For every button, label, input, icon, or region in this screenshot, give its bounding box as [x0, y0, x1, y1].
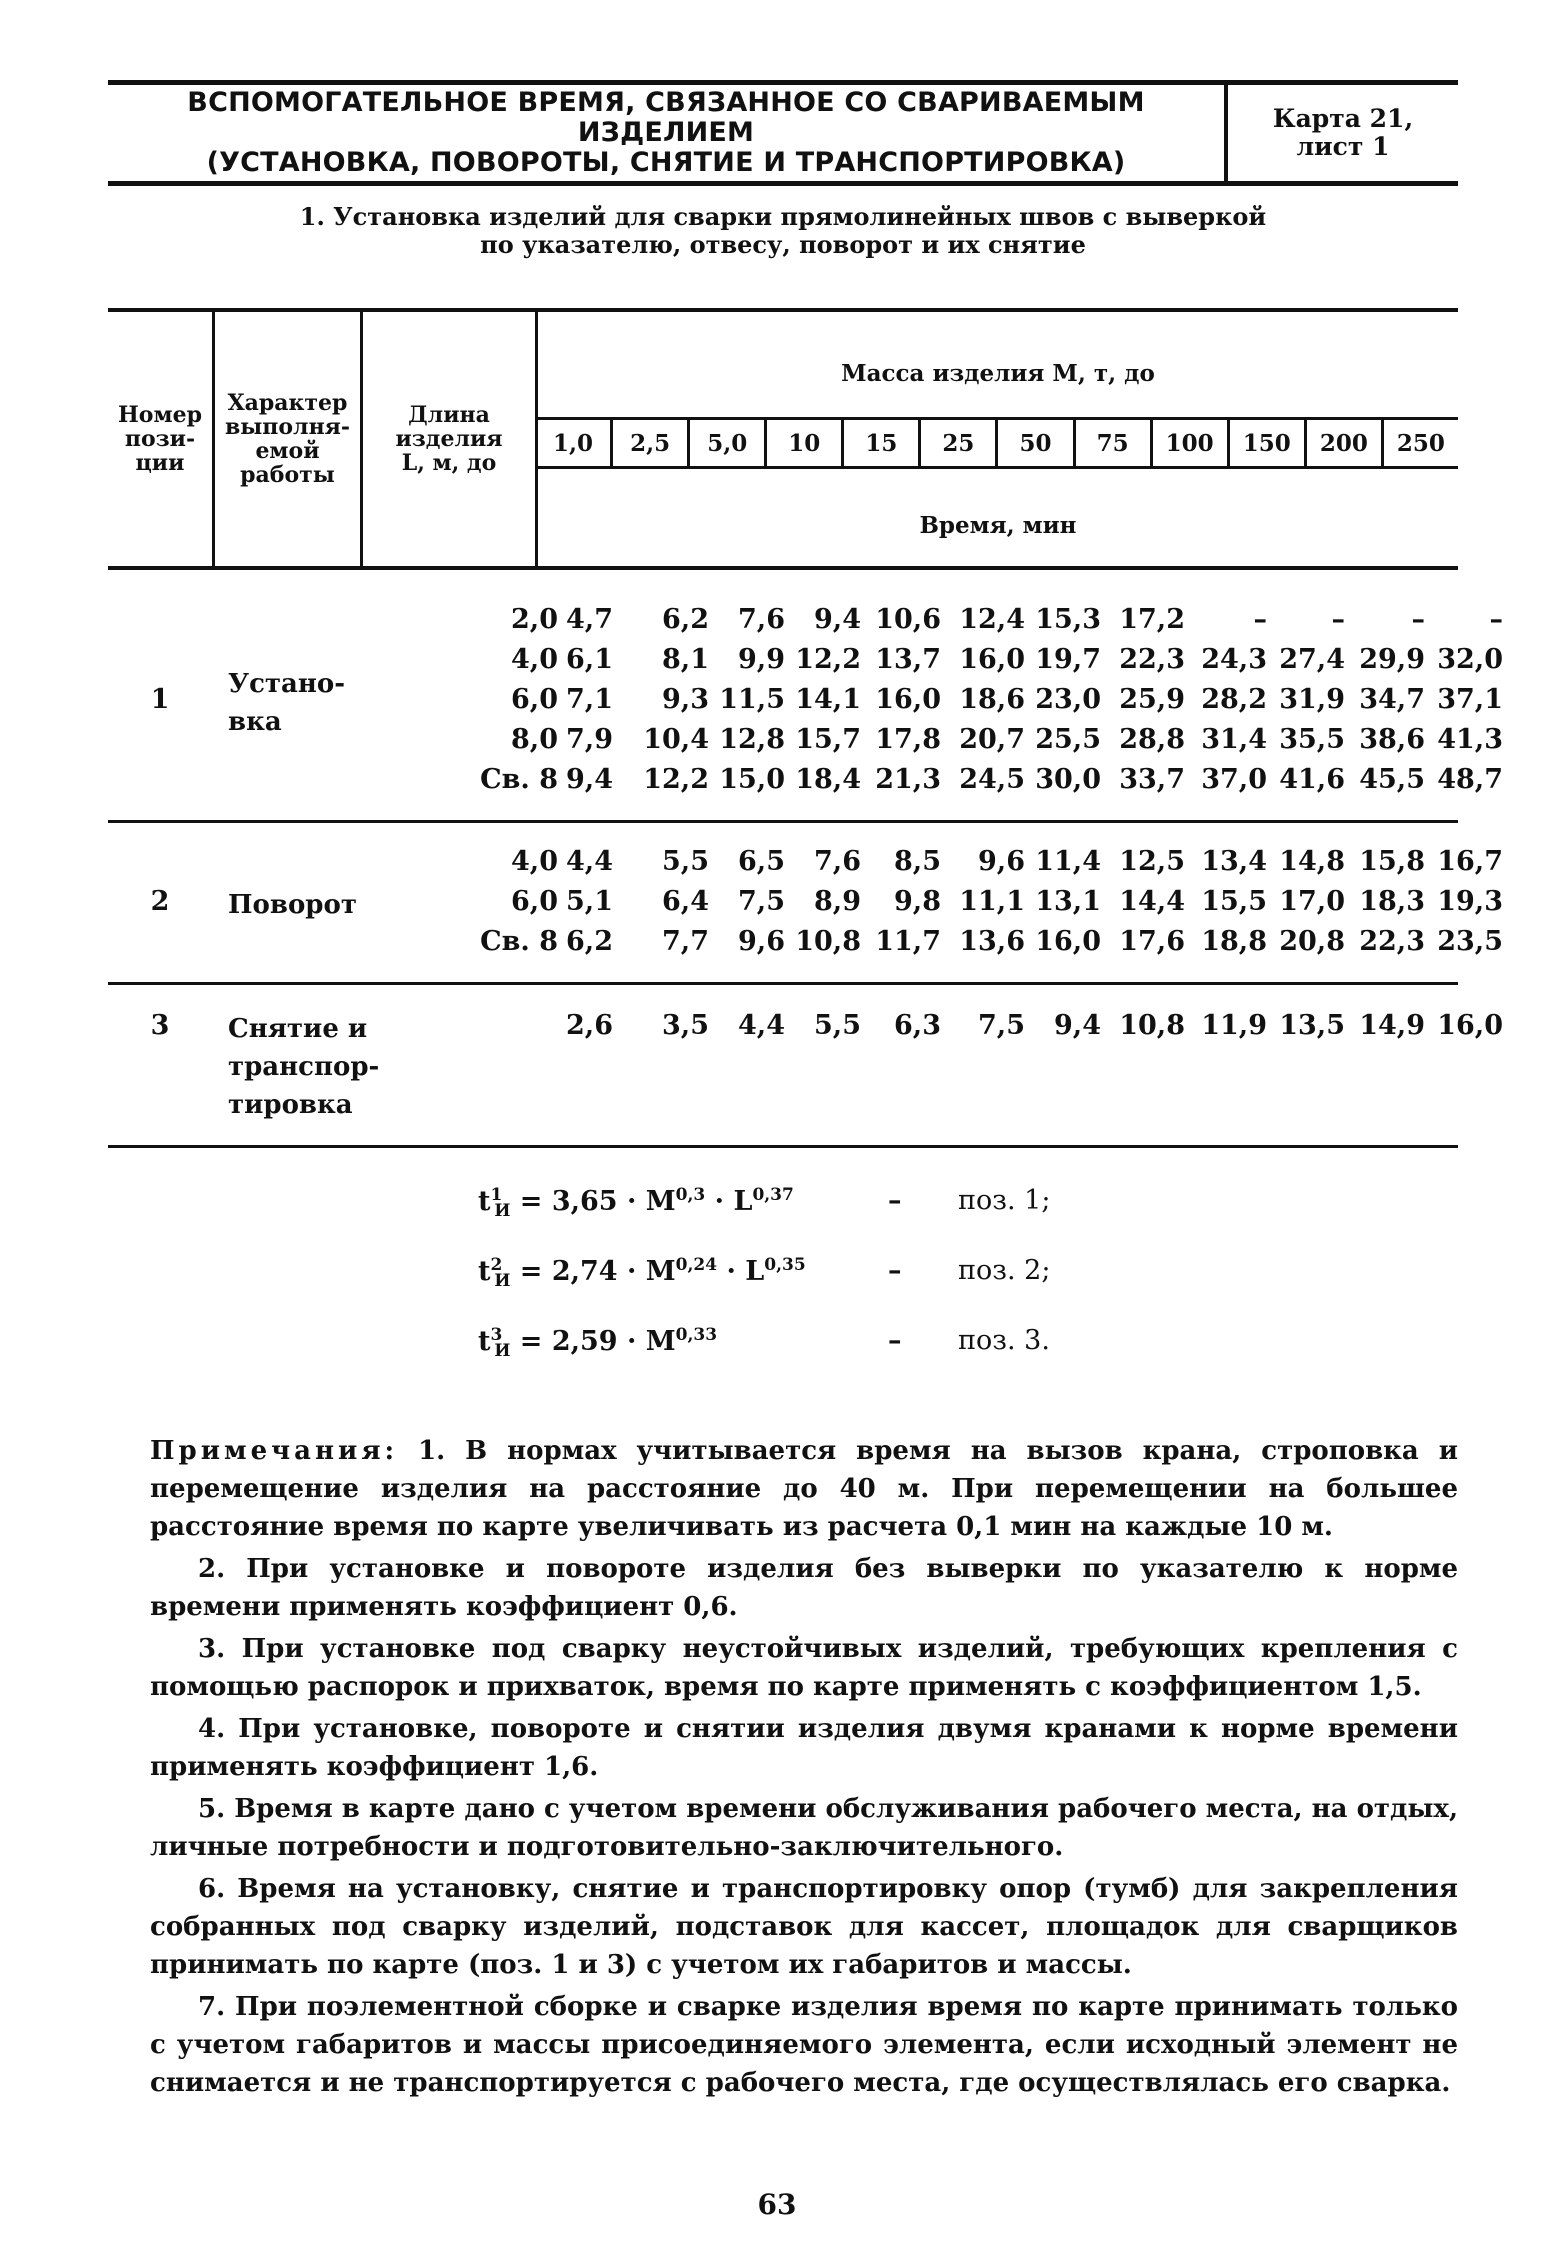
mass-value-cell: 200 — [1304, 420, 1381, 466]
formula-index: 2 — [490, 1255, 503, 1275]
time-value: 4,4 — [566, 846, 613, 877]
formula-dash: – — [888, 1255, 902, 1286]
time-value: 31,9 — [1279, 684, 1345, 715]
position-number: 1 — [150, 684, 170, 715]
time-value: 33,7 — [1119, 764, 1185, 795]
note-text: 3. При установке под сварку неустойчивых изделий, требующих крепления с помощью распорок и прихваток, время по карте применять с коэффициентом 1,5. — [150, 1634, 1458, 1702]
time-value: 22,3 — [1359, 926, 1425, 957]
formula-reference: поз. 3. — [958, 1325, 1050, 1356]
formula-index: 3 — [490, 1325, 503, 1345]
time-value: 11,7 — [875, 926, 941, 957]
time-value: 8,1 — [662, 644, 709, 675]
note-item — [150, 1870, 1458, 1984]
time-value: 48,7 — [1437, 764, 1503, 795]
time-value: 12,5 — [1119, 846, 1185, 877]
time-value: 5,5 — [662, 846, 709, 877]
time-value: 9,8 — [894, 886, 941, 917]
formula-body: · L — [717, 1256, 765, 1287]
card-header — [108, 80, 1458, 186]
table-row — [108, 846, 1503, 886]
mass-title: Масса изделия М, т, до — [841, 360, 1155, 387]
formula-dash: – — [888, 1325, 902, 1356]
formula-dash: – — [888, 1185, 902, 1216]
length-value: 6,0 — [511, 684, 558, 715]
time-value: 13,4 — [1201, 846, 1267, 877]
card-number-line-2: лист 1 — [1296, 132, 1390, 161]
formula-exponent: 0,35 — [764, 1255, 806, 1275]
mass-value-cell: 15 — [841, 420, 918, 466]
time-value: 12,2 — [795, 644, 861, 675]
section-title — [108, 203, 1458, 259]
formula-reference: поз. 1; — [958, 1185, 1051, 1216]
time-value: 12,8 — [719, 724, 785, 755]
length-value: 4,0 — [511, 846, 558, 877]
time-value: 25,5 — [1035, 724, 1101, 755]
time-value: 37,0 — [1201, 764, 1267, 795]
time-value: 4,7 — [566, 604, 613, 635]
time-value: 29,9 — [1359, 644, 1425, 675]
time-value: 14,8 — [1279, 846, 1345, 877]
header-position — [108, 312, 212, 566]
time-value: – — [1489, 604, 1503, 635]
mass-value-cell: 10 — [764, 420, 841, 466]
table-row — [108, 644, 1503, 684]
time-value: 18,3 — [1359, 886, 1425, 917]
length-value: Св. 8 — [480, 764, 558, 795]
time-value: 15,7 — [795, 724, 861, 755]
table-row — [108, 604, 1503, 644]
formula-body: = 2,59 · M — [510, 1326, 676, 1357]
header-position-line: ции — [135, 450, 185, 476]
header-position-line: Номер — [118, 402, 202, 428]
note-item — [150, 1790, 1458, 1866]
formula-row — [478, 1325, 1178, 1375]
formula-body: · L — [705, 1186, 753, 1217]
header-work-line: выполня- — [224, 414, 351, 440]
mass-values-row — [536, 417, 1458, 469]
time-value: 16,0 — [1035, 926, 1101, 957]
length-value: 4,0 — [511, 644, 558, 675]
time-value: 12,2 — [643, 764, 709, 795]
time-title: Время, мин — [919, 512, 1077, 539]
time-value: 13,1 — [1035, 886, 1101, 917]
card-number-line-1: Карта 21, — [1272, 104, 1414, 133]
time-value: 24,3 — [1201, 644, 1267, 675]
time-value: 9,3 — [662, 684, 709, 715]
time-value: 17,6 — [1119, 926, 1185, 957]
time-value: 5,5 — [814, 1010, 861, 1041]
time-value: 35,5 — [1279, 724, 1345, 755]
time-value: 30,0 — [1035, 764, 1101, 795]
time-value: 7,6 — [814, 846, 861, 877]
note-text: 2. При установке и повороте изделия без выверки по указателю к норме времени применять коэффициент 0,6. — [150, 1554, 1458, 1622]
time-value: 23,5 — [1437, 926, 1503, 957]
group-separator — [108, 982, 1458, 985]
formula — [478, 1325, 717, 1361]
time-value: 13,7 — [875, 644, 941, 675]
time-value: 21,3 — [875, 764, 941, 795]
time-value: 11,5 — [719, 684, 785, 715]
note-text: 6. Время на установку, снятие и транспортировку опор (тумб) для закрепления собранных под сварку изделий, подставок для кассет, площадок для сварщиков принимать по карте (поз. 1 и 3) с учетом их габаритов и массы. — [150, 1874, 1458, 1980]
notes-label: Примечания: — [150, 1436, 399, 1466]
length-value: 6,0 — [511, 886, 558, 917]
work-type-line: транспор- — [228, 1052, 380, 1082]
time-value: 2,6 — [566, 1010, 613, 1041]
mass-value-cell: 100 — [1150, 420, 1227, 466]
time-value: 24,5 — [959, 764, 1025, 795]
header-work-line: емой — [255, 438, 320, 464]
header-work — [215, 312, 360, 566]
work-type-line: вка — [228, 707, 282, 737]
time-value: – — [1253, 604, 1267, 635]
work-type-line: Устано- — [228, 669, 346, 699]
time-value: 17,0 — [1279, 886, 1345, 917]
formula — [478, 1185, 794, 1221]
note-text: 7. При поэлементной сборке и сварке изделия время по карте принимать только с учетом габаритов и массы присоединяемого элемента, если исходный элемент не снимается и не транспортируется с рабочего места, где осуществлялась его сварка. — [150, 1992, 1458, 2098]
time-value: 16,0 — [959, 644, 1025, 675]
time-value: 18,8 — [1201, 926, 1267, 957]
formula-subscript: И — [494, 1341, 511, 1362]
card-title — [108, 85, 1224, 181]
formula-reference: поз. 2; — [958, 1255, 1051, 1286]
note-item — [150, 1432, 1458, 1546]
time-value: 25,9 — [1119, 684, 1185, 715]
formula-symbol: t — [478, 1256, 491, 1287]
time-value: – — [1331, 604, 1345, 635]
work-type-line: Поворот — [228, 890, 357, 920]
mass-value-cell: 150 — [1227, 420, 1304, 466]
length-value: Св. 8 — [480, 926, 558, 957]
time-value: 23,0 — [1035, 684, 1101, 715]
note-text: 1. В нормах учитывается время на вызов крана, строповка и перемещение изделия на расстояние до 40 м. При перемещении на большее расстояние время по карте увеличивать из расчета 0,1 мин на каждые 10 м. — [150, 1436, 1458, 1542]
time-value: 4,4 — [738, 1010, 785, 1041]
formula-body: = 2,74 · M — [510, 1256, 676, 1287]
page-number: 63 — [757, 2188, 797, 2221]
time-value: 27,4 — [1279, 644, 1345, 675]
position-number: 3 — [150, 1010, 170, 1041]
formula-symbol: t — [478, 1326, 491, 1357]
time-value: 15,5 — [1201, 886, 1267, 917]
work-type-line: Снятие и — [228, 1014, 368, 1044]
table-row — [108, 724, 1503, 764]
time-value: 16,7 — [1437, 846, 1503, 877]
header-length — [363, 312, 535, 566]
time-value: 7,6 — [738, 604, 785, 635]
time-value: 7,9 — [566, 724, 613, 755]
header-position-line: пози- — [124, 426, 196, 452]
formula-row — [478, 1185, 1178, 1235]
time-value: – — [1411, 604, 1425, 635]
time-value: 5,1 — [566, 886, 613, 917]
header-length-line: изделия — [395, 426, 503, 452]
note-item — [150, 1988, 1458, 2102]
table-row — [108, 926, 1503, 966]
time-value: 15,8 — [1359, 846, 1425, 877]
position-number: 2 — [150, 886, 170, 917]
time-value: 14,1 — [795, 684, 861, 715]
formula-subscript: И — [494, 1201, 511, 1222]
time-value: 18,6 — [959, 684, 1025, 715]
time-value: 9,4 — [814, 604, 861, 635]
note-text: 5. Время в карте дано с учетом времени обслуживания рабочего места, на отдых, личные потребности и подготовительно-заключительного. — [150, 1794, 1458, 1862]
time-value: 10,4 — [643, 724, 709, 755]
time-value: 9,6 — [738, 926, 785, 957]
formula-body: = 3,65 · M — [510, 1186, 676, 1217]
note-item — [150, 1550, 1458, 1626]
time-value: 9,9 — [738, 644, 785, 675]
length-value: 2,0 — [511, 604, 558, 635]
note-text: 4. При установке, повороте и снятии изделия двумя кранами к норме времени применять коэффициент 1,6. — [150, 1714, 1458, 1782]
mass-value-cell: 50 — [995, 420, 1072, 466]
time-value: 7,1 — [566, 684, 613, 715]
mass-value-cell: 250 — [1381, 420, 1458, 466]
mass-value-cell: 75 — [1073, 420, 1150, 466]
time-value: 8,5 — [894, 846, 941, 877]
formula-exponent: 0,24 — [675, 1255, 718, 1275]
table-row — [108, 684, 1503, 724]
time-value: 38,6 — [1359, 724, 1425, 755]
table-row — [108, 1010, 1503, 1050]
notes — [150, 1432, 1458, 2106]
work-type-line: тировка — [228, 1090, 353, 1120]
time-value: 18,4 — [795, 764, 861, 795]
formula — [478, 1255, 806, 1291]
note-item — [150, 1630, 1458, 1706]
formula-row — [478, 1255, 1178, 1305]
time-value: 12,4 — [959, 604, 1025, 635]
time-value: 14,4 — [1119, 886, 1185, 917]
time-value: 22,3 — [1119, 644, 1185, 675]
table-header — [108, 308, 1458, 570]
time-value: 20,8 — [1279, 926, 1345, 957]
time-value: 37,1 — [1437, 684, 1503, 715]
header-length-line: Длина — [408, 402, 490, 428]
time-value: 14,9 — [1359, 1010, 1425, 1041]
table-row — [108, 886, 1503, 926]
table-row — [108, 764, 1503, 804]
time-value: 9,6 — [978, 846, 1025, 877]
note-item — [150, 1710, 1458, 1786]
header-length-line: L, м, до — [401, 450, 497, 476]
time-value: 15,0 — [719, 764, 785, 795]
time-value: 28,2 — [1201, 684, 1267, 715]
section-title-line-2: по указателю, отвесу, поворот и их снятие — [480, 230, 1086, 259]
time-value: 9,4 — [1054, 1010, 1101, 1041]
mass-value-cell: 1,0 — [553, 429, 594, 457]
time-value: 15,3 — [1035, 604, 1101, 635]
time-value: 31,4 — [1201, 724, 1267, 755]
time-value: 6,5 — [738, 846, 785, 877]
header-work-line: Характер — [227, 390, 348, 416]
time-value: 6,4 — [662, 886, 709, 917]
time-value: 28,8 — [1119, 724, 1185, 755]
time-value: 7,7 — [662, 926, 709, 957]
time-value: 7,5 — [978, 1010, 1025, 1041]
time-value: 3,5 — [662, 1010, 709, 1041]
time-value: 20,7 — [959, 724, 1025, 755]
mass-value-cell: 5,0 — [687, 420, 764, 466]
time-value: 6,2 — [566, 926, 613, 957]
section-title-line-1: 1. Установка изделий для сварки прямолинейных швов с выверкой — [299, 202, 1267, 231]
formula-exponent: 0,33 — [675, 1325, 718, 1345]
group-separator — [108, 1145, 1458, 1148]
time-value: 10,8 — [795, 926, 861, 957]
time-value: 17,8 — [875, 724, 941, 755]
time-value: 10,6 — [875, 604, 941, 635]
formula-exponent: 0,37 — [752, 1185, 794, 1205]
time-value: 17,2 — [1119, 604, 1185, 635]
time-value: 6,2 — [662, 604, 709, 635]
formula-symbol: t — [478, 1186, 491, 1217]
time-value: 6,1 — [566, 644, 613, 675]
header-work-line: работы — [240, 462, 335, 488]
card-title-line-1: ВСПОМОГАТЕЛЬНОЕ ВРЕМЯ, СВЯЗАННОЕ СО СВАРИВАЕМЫМ ИЗДЕЛИЕМ — [187, 87, 1145, 148]
time-value: 11,1 — [959, 886, 1025, 917]
time-value: 45,5 — [1359, 764, 1425, 795]
time-value: 41,3 — [1437, 724, 1503, 755]
time-value: 6,3 — [894, 1010, 941, 1041]
time-value: 16,0 — [1437, 1010, 1503, 1041]
group-separator — [108, 820, 1458, 823]
time-value: 7,5 — [738, 886, 785, 917]
length-value: 8,0 — [511, 724, 558, 755]
time-value: 13,6 — [959, 926, 1025, 957]
time-value: 11,9 — [1201, 1010, 1267, 1041]
time-value: 16,0 — [875, 684, 941, 715]
time-value: 11,4 — [1035, 846, 1101, 877]
time-value: 10,8 — [1119, 1010, 1185, 1041]
time-value: 19,3 — [1437, 886, 1503, 917]
formula-index: 1 — [490, 1185, 503, 1205]
formula-subscript: И — [494, 1271, 511, 1292]
time-value: 32,0 — [1437, 644, 1503, 675]
time-value: 41,6 — [1279, 764, 1345, 795]
formula-exponent: 0,3 — [675, 1185, 706, 1205]
time-value: 9,4 — [566, 764, 613, 795]
card-title-line-2: (УСТАНОВКА, ПОВОРОТЫ, СНЯТИЕ И ТРАНСПОРТИРОВКА) — [206, 147, 1126, 178]
time-value: 13,5 — [1279, 1010, 1345, 1041]
mass-value-cell: 25 — [918, 420, 995, 466]
time-value: 8,9 — [814, 886, 861, 917]
time-value: 34,7 — [1359, 684, 1425, 715]
time-value: 19,7 — [1035, 644, 1101, 675]
card-number — [1224, 85, 1458, 181]
mass-value-cell: 2,5 — [610, 420, 687, 466]
